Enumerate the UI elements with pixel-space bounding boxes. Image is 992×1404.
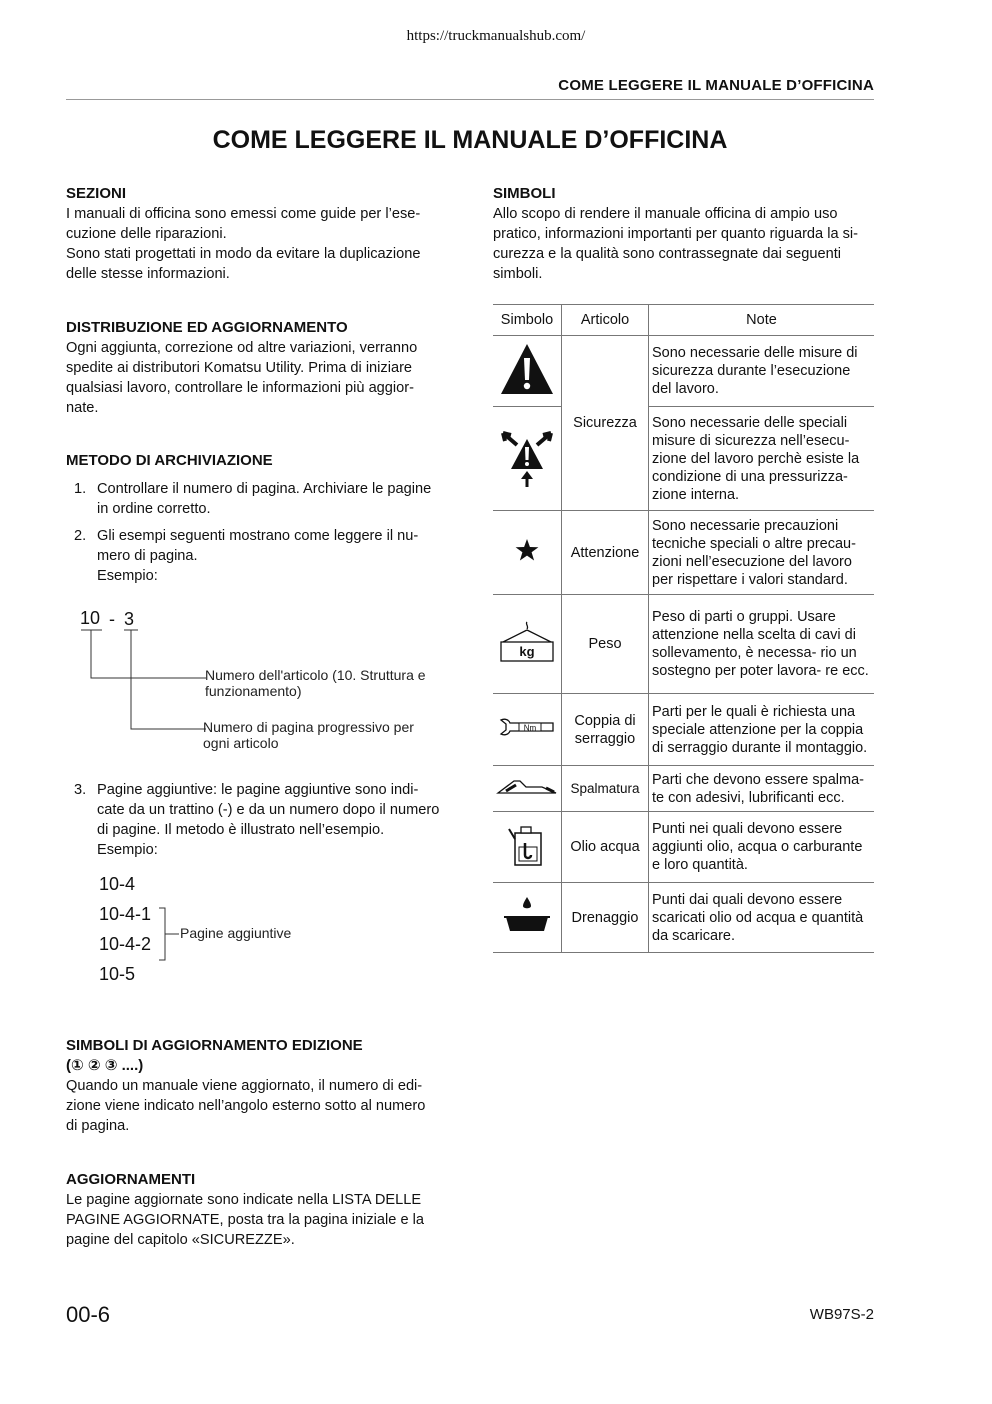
symbol-cell: [493, 407, 562, 511]
running-head: COME LEGGERE IL MANUALE D’OFFICINA: [558, 77, 874, 94]
label-line: Numero dell'articolo (10. Struttura e: [205, 667, 426, 683]
article-number-label: [205, 667, 455, 699]
edition-symbols: (① ② ③ ....): [66, 1057, 144, 1074]
symbol-cell: [493, 812, 562, 883]
label-line: Numero di pagina progressivo per: [203, 719, 414, 735]
heading-simboli-aggiornamento: SIMBOLI DI AGGIORNAMENTO EDIZIONE: [66, 1037, 363, 1054]
table-row: [493, 694, 874, 766]
steps-list: [66, 479, 452, 586]
heading-metodo: METODO DI ARCHIVIAZIONE: [66, 452, 273, 469]
text-line: pagine del capitolo «SICUREZZE».: [66, 1232, 295, 1248]
header-rule: [66, 99, 874, 100]
text-line: di pagina.: [66, 1118, 130, 1134]
table-row: [493, 812, 874, 883]
symbol-cell: [493, 883, 562, 953]
note-cell: Peso di parti o gruppi. Usare attenzione nella scelta di cavi di sollevamento, è necessa- rio un sostegno per poter lavora- re ecc.: [649, 595, 875, 694]
symbol-cell: [493, 766, 562, 812]
page-number: 00-6: [66, 1302, 111, 1327]
list-item: [66, 780, 452, 860]
star-icon: [514, 537, 540, 563]
pressure-warning-icon: [497, 425, 557, 487]
example-dash: -: [109, 609, 115, 629]
example-page: 10-4-2: [99, 934, 152, 954]
symbols-table: [493, 304, 874, 953]
section-aggiornamenti: [66, 1170, 452, 1250]
example-page-code: 3: [124, 609, 135, 629]
label-line: funzionamento): [205, 683, 302, 699]
example-page: 10-4-1: [99, 904, 152, 924]
grease-gun-icon: [496, 775, 558, 797]
text-line: simboli.: [493, 266, 543, 282]
item-number: 2.: [74, 528, 87, 544]
text-line: cate da un trattino (-) e da un numero dopo il numero: [97, 802, 440, 818]
list-item: [66, 479, 452, 519]
drain-icon: [502, 895, 552, 935]
text-line: Allo scopo di rendere il manuale officina di ampio uso: [493, 206, 838, 222]
note-cell: Sono necessarie delle misure di sicurezza durante l’esecuzione del lavoro.: [649, 336, 875, 407]
item-number: 1.: [74, 481, 87, 497]
table-row: [493, 407, 874, 511]
table-row: [493, 511, 874, 595]
text-line: Pagine aggiuntive: le pagine aggiuntive sono indi-: [97, 782, 419, 798]
label-line: ogni articolo: [203, 735, 279, 751]
table-header-row: [493, 305, 874, 336]
note-cell: Parti per le quali è richiesta una speciale attenzione per la coppia di serraggio durante il montaggio.: [649, 694, 875, 766]
warning-triangle-icon: [498, 340, 556, 398]
text-line: qualsiasi lavoro, controllare le informazioni più aggior-: [66, 380, 414, 396]
text-line: nate.: [66, 400, 99, 416]
article-cell: Coppia di serraggio: [562, 694, 649, 766]
example-page: 10-4: [99, 874, 136, 894]
text-line: PAGINE AGGIORNATE, posta tra la pagina iniziale e la: [66, 1212, 424, 1228]
text-line: Quando un manuale viene aggiornato, il numero di edi-: [66, 1078, 423, 1094]
wrench-nm-icon: [497, 716, 557, 738]
text-line: Esempio:: [97, 842, 158, 858]
page-number-example: [78, 608, 458, 758]
text-line: Sono stati progettati in modo da evitare la duplicazione: [66, 246, 421, 262]
article-cell: Drenaggio: [562, 883, 649, 953]
additional-pages-example: [99, 874, 399, 994]
item-number: 3.: [74, 782, 87, 798]
source-url: https://truckmanualshub.com/: [406, 28, 586, 44]
text-line: pratico, informazioni importanti per quanto riguarda la si-: [493, 226, 859, 242]
item-3: [66, 780, 452, 867]
progressive-page-label: [203, 719, 453, 751]
text-line: spedite ai distributori Komatsu Utility. Prima di iniziare: [66, 360, 413, 376]
header-note: Note: [649, 305, 875, 336]
text-line: in ordine corretto.: [97, 501, 211, 517]
header-simbolo: Simbolo: [493, 305, 562, 336]
heading-distribuzione: DISTRIBUZIONE ED AGGIORNAMENTO: [66, 319, 348, 336]
text-line: Le pagine aggiornate sono indicate nella LISTA DELLE: [66, 1192, 422, 1208]
article-cell: Olio acqua: [562, 812, 649, 883]
note-cell: Parti che devono essere spalma- te con adesivi, lubrificanti ecc.: [649, 766, 875, 812]
weight-kg-icon: [498, 620, 556, 664]
example-connector-lines: [78, 608, 208, 738]
section-sezioni: [66, 184, 452, 284]
symbol-cell: [493, 511, 562, 595]
text-line: Controllare il numero di pagina. Archiviare le pagine: [97, 481, 432, 497]
section-distribuzione: [66, 318, 452, 418]
text-line: di pagine. Il metodo è illustrato nell’esempio.: [97, 822, 385, 838]
symbol-cell: [493, 694, 562, 766]
heading-sezioni: SEZIONI: [66, 185, 127, 202]
article-cell: Peso: [562, 595, 649, 694]
note-cell: Punti nei quali devono essere aggiunti olio, acqua o carburante e loro quantità.: [649, 812, 875, 883]
text-line: mero di pagina.: [97, 548, 198, 564]
note-cell: Punti dai quali devono essere scaricati olio od acqua e quantità da scaricare.: [649, 883, 875, 953]
text-line: Ogni aggiunta, correzione od altre variazioni, verranno: [66, 340, 418, 356]
additional-pages-label: Pagine aggiuntive: [180, 925, 292, 941]
oil-can-icon: [507, 821, 547, 869]
article-cell: Attenzione: [562, 511, 649, 595]
note-cell: Sono necessarie delle speciali misure di sicurezza nell’esecu- zione del lavoro perchè esiste la condizione di una pressurizza- zione interna.: [649, 407, 875, 511]
article-cell: Sicurezza: [562, 336, 649, 511]
table-row: [493, 883, 874, 953]
table-row: [493, 336, 874, 407]
article-cell: Spalmatura: [562, 766, 649, 812]
list-item: [66, 526, 452, 586]
heading-simboli: SIMBOLI: [493, 185, 556, 202]
example-article-code: 10: [80, 608, 101, 628]
table-row: [493, 595, 874, 694]
header-articolo: Articolo: [562, 305, 649, 336]
page-title: COME LEGGERE IL MANUALE D’OFFICINA: [212, 126, 728, 154]
section-simboli-aggiornamento: [66, 1036, 452, 1136]
section-simboli: [493, 184, 879, 284]
kg-label: kg: [519, 643, 535, 659]
heading-aggiornamenti: AGGIORNAMENTI: [66, 1171, 196, 1188]
symbol-cell: [493, 595, 562, 694]
table-row: [493, 766, 874, 812]
text-line: curezza e la qualità sono contrassegnate dai seguenti: [493, 246, 842, 262]
text-line: I manuali di officina sono emessi come guide per l’ese-: [66, 206, 421, 222]
text-line: Esempio:: [97, 568, 158, 584]
section-metodo: [66, 451, 452, 593]
model-code: WB97S-2: [809, 1306, 874, 1323]
nm-label: Nm: [523, 723, 537, 733]
text-line: zione viene indicato nell’angolo esterno sotto al numero: [66, 1098, 426, 1114]
text-line: delle stesse informazioni.: [66, 266, 230, 282]
symbol-cell: [493, 336, 562, 407]
note-cell: Sono necessarie precauzioni tecniche speciali o altre precau- zioni nell’esecuzione del lavoro per rispettare i valori standard.: [649, 511, 875, 595]
text-line: Gli esempi seguenti mostrano come leggere il nu-: [97, 528, 419, 544]
example-page: 10-5: [99, 964, 136, 984]
text-line: cuzione delle riparazioni.: [66, 226, 227, 242]
